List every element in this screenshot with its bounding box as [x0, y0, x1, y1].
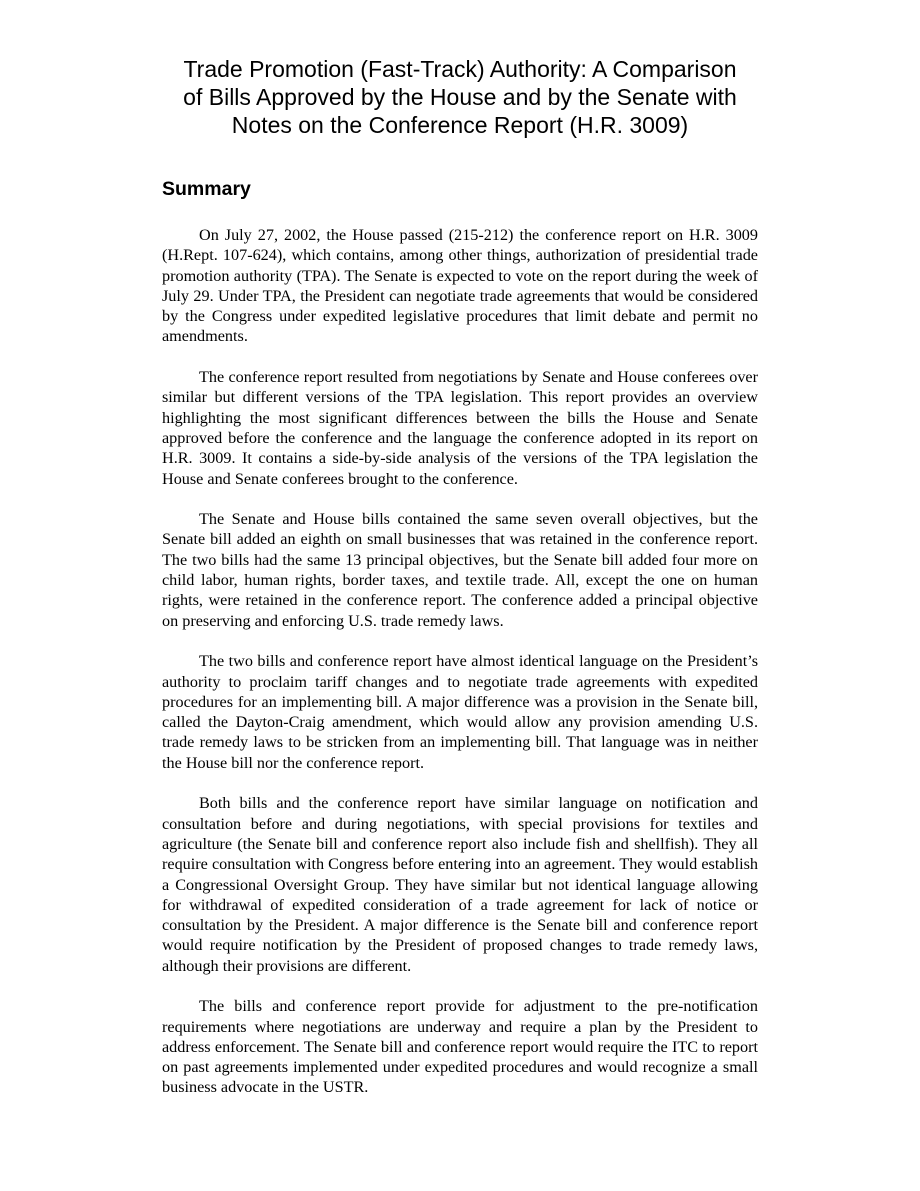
paragraph: On July 27, 2002, the House passed (215-212) the conference report on H.R. 3009 (H.Rept. 107-624), which contains, among other things, authorization of presidential trade promotion authority (TPA). The Senate is expected to vote on the report during the week of July 29. Under TPA, the President can negotiate trade agreements that would be considered by the Congress under expedited legislative procedures that limit debate and permit no amendments.	[162, 226, 758, 346]
paragraph: The two bills and conference report have almost identical language on the President’s authority to proclaim tariff changes and to negotiate trade agreements with expedited procedures for an implementing bill. A major difference was a provision in the Senate bill, called the Dayton-Craig amendment, which would allow any provision amending U.S. trade remedy laws to be stricken from an implementing bill. That language was in neither the House bill nor the conference report.	[162, 652, 758, 772]
paragraph: The bills and conference report provide for adjustment to the pre-notification requirements where negotiations are underway and require a plan by the President to address enforcement. The Senate bill and conference report would require the ITC to report on past agreements implemented under expedited procedures and would recognize a small business advocate in the USTR.	[162, 997, 758, 1097]
paragraph: Both bills and the conference report have similar language on notification and consultation before and during negotiations, with special provisions for textiles and agriculture (the Senate bill and conference report also include fish and shellfish). They all require consultation with Congress before entering into an agreement. They would establish a Congressional Oversight Group. They have similar but not identical language allowing for withdrawal of expedited consideration of a trade agreement for lack of notice or consultation by the President. A major difference is the Senate bill and conference report would require notification by the President of proposed changes to trade remedy laws, although their provisions are different.	[162, 794, 758, 975]
section-heading-summary: Summary	[162, 178, 251, 200]
document-title	[162, 55, 758, 139]
title-line: Notes on the Conference Report (H.R. 3009)	[231, 112, 689, 138]
title-line: Trade Promotion (Fast-Track) Authority: A Comparison	[183, 56, 737, 82]
summary-body	[162, 225, 758, 1098]
paragraph: The conference report resulted from negotiations by Senate and House conferees over similar but different versions of the TPA legislation. This report provides an overview highlighting the most significant differences between the bills the House and Senate approved before the conference and the language the conference adopted in its report on H.R. 3009. It contains a side-by-side analysis of the versions of the TPA legislation the House and Senate conferees brought to the conference.	[162, 368, 758, 488]
paragraph: The Senate and House bills contained the same seven overall objectives, but the Senate bill added an eighth on small businesses that was retained in the conference report. The two bills had the same 13 principal objectives, but the Senate bill added four more on child labor, human rights, border taxes, and textile trade. All, except the one on human rights, were retained in the conference report. The conference added a principal objective on preserving and enforcing U.S. trade remedy laws.	[162, 510, 758, 630]
document-page	[162, 55, 758, 1118]
title-line: of Bills Approved by the House and by the Senate with	[183, 84, 737, 110]
